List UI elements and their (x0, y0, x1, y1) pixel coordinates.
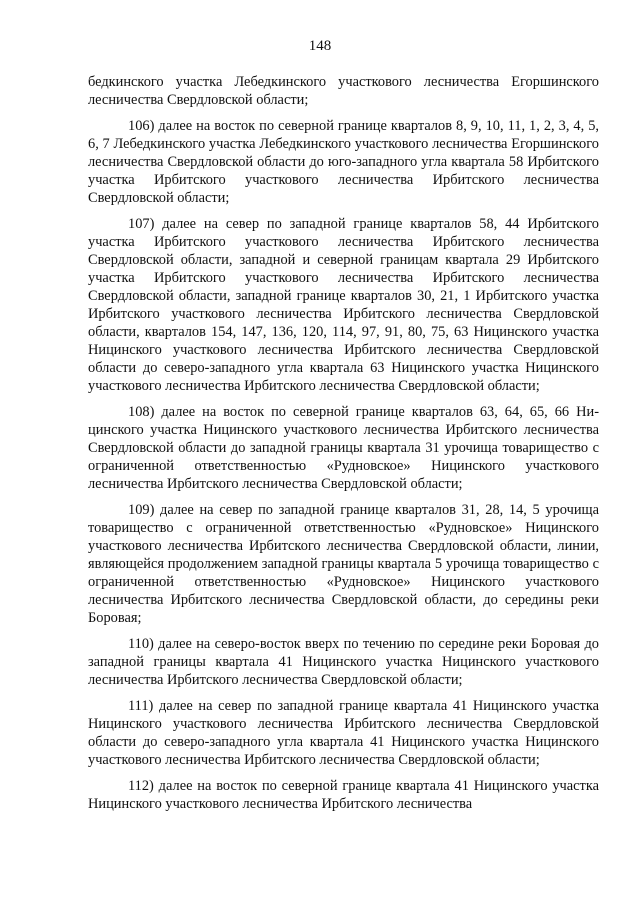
paragraph-108: 108) далее на восток по северной границе кварталов 63, 64, 65, 66 Ницинского участка Ницинского участкового лесничества Ирбитского лесничества Свердловской области до западной границы квартала 31 урочища товарищество с ограниченной ответственностью «Рудновское» Ницинского участкового лесничества Ирбитского лесничества Свердловской области; (88, 404, 599, 492)
paragraph-106: 106) далее на восток по северной границе кварталов 8, 9, 10, 11, 1, 2, 3, 4, 5, 6, 7 Лебедкинского участка Лебедкинского участкового лесничества Егоршинского лесничества Свердловской области до юго-западного угла квартала 58 Ирбитского участка Ирбитского участкового лесничества Ирбитского лесничества Свердловской области; (88, 118, 599, 206)
paragraph-110: 110) далее на северо-восток вверх по течению по середине реки Боровая до западной границы квартала 41 Ницинского участка Ницинского участкового лесничества Ирбитского лесничества Свердловской области; (88, 636, 599, 688)
paragraph-continuation: бедкинского участка Лебедкинского участкового лесничества Егоршинского лесничества Свердловской области; (88, 74, 599, 108)
paragraph-112: 112) далее на восток по северной границе квартала 41 Ницинского участка Ницинского участкового лесничества Ирбитского лесничества (88, 778, 599, 812)
paragraph-109: 109) далее на север по западной границе кварталов 31, 28, 14, 5 урочища товарищество с ограниченной ответственностью «Рудновское» Ницинского участкового лесничества Ирбитского лесничества Свердловской области, линии, являющейся продолжением западной границы квартала 5 урочища товарищество с ограниченной ответственностью «Рудновское» Ницинского участкового лесничества Ирбитского лесничества Свердловской области, до середины реки Боровая; (88, 502, 599, 626)
page-number: 148 (308, 38, 332, 54)
document-body (88, 73, 599, 821)
paragraph-107: 107) далее на север по западной границе кварталов 58, 44 Ирбитского участка Ирбитского участкового лесничества Ирбитского лесничества Свердловской области, западной и северной границам квартала 29 Ирбитского участка Ирбитского участкового лесничества Ирбитского лесничества Свердловской области, западной границе кварталов 30, 21, 1 Ирбитского участка Ирбитского участкового лесничества Ирбитского лесничества Свердловской области, кварталов 154, 147, 136, 120, 114, 97, 91, 80, 75, 63 Ницинского участка Ницинского участкового лесничества Ирбитского лесничества Свердловской области до северо-западного угла квартала 63 Ницинского участка Ницинского участкового лесничества Ирбитского лесничества Свердловской области; (88, 216, 599, 394)
paragraph-111: 111) далее на север по западной границе квартала 41 Ницинского участка Ницинского участкового лесничества Ирбитского лесничества Свердловской области до северо-западного угла квартала 41 Ницинского участка Ницинского участкового лесничества Ирбитского лесничества Свердловской области; (88, 698, 599, 768)
